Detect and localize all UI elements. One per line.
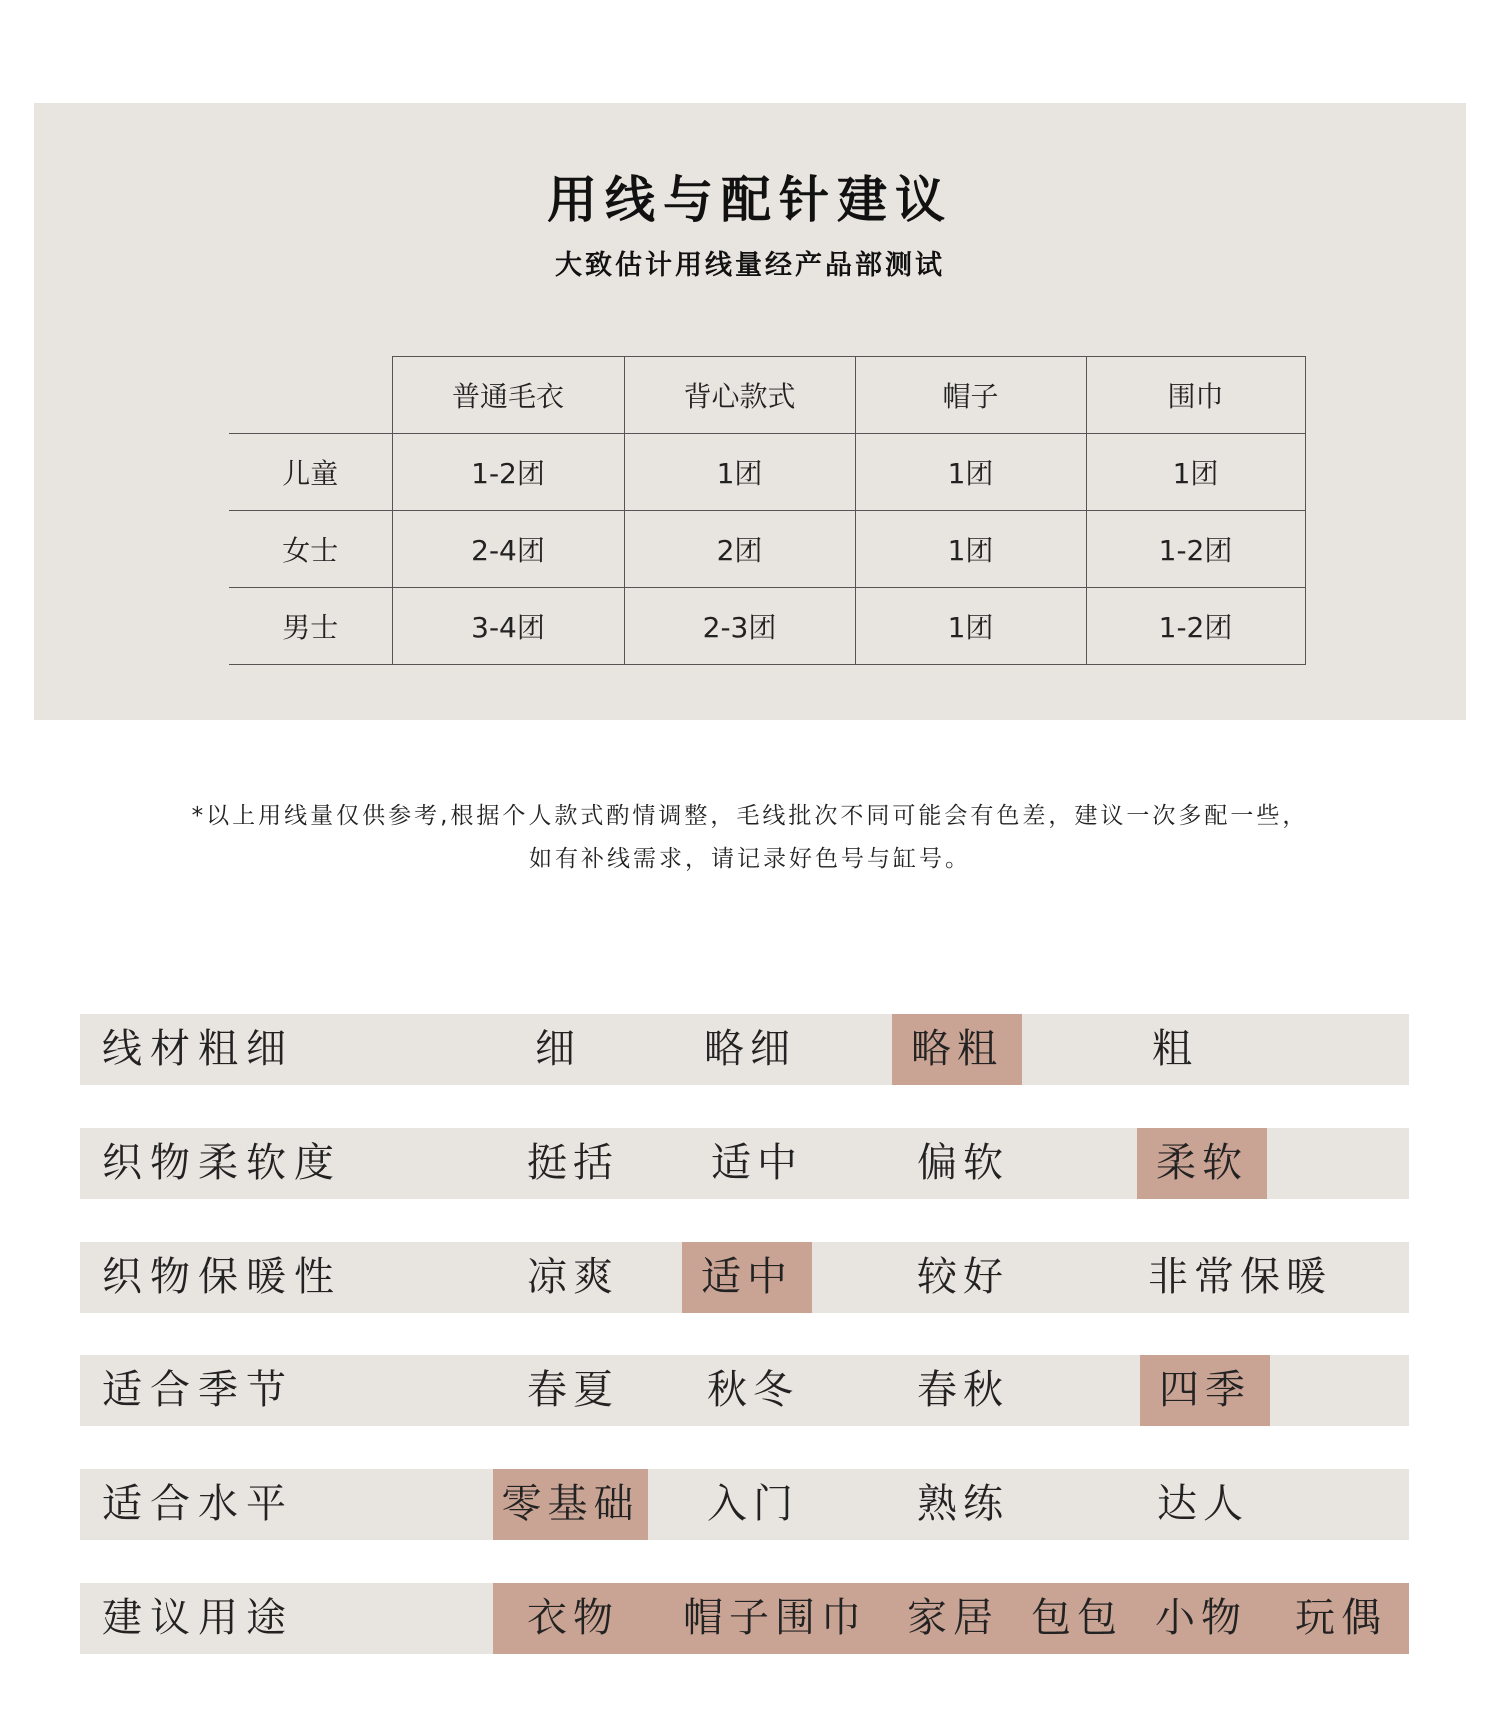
page-subtitle: 大致估计用线量经产品部测试 bbox=[555, 250, 945, 281]
attribute-label: 建议用途 bbox=[102, 1595, 294, 1641]
attribute-label: 适合季节 bbox=[102, 1367, 294, 1413]
table-header-row bbox=[229, 357, 1305, 434]
attribute-row-usage bbox=[80, 1583, 1409, 1654]
table-cell: 1-2团 bbox=[392, 434, 624, 511]
attribute-row-thickness bbox=[80, 1014, 1409, 1085]
option-soft-selected: 柔软 bbox=[1137, 1128, 1267, 1199]
table-row bbox=[229, 434, 1305, 511]
option-medium: 适中 bbox=[711, 1140, 803, 1186]
table-cell: 3-4团 bbox=[392, 588, 624, 665]
attribute-row-skill-level bbox=[80, 1469, 1409, 1540]
usage-note-line1: *以上用线量仅供参考,根据个人款式酌情调整，毛线批次不同可能会有色差，建议一次多配一些， bbox=[191, 803, 1309, 829]
option-spring-summer: 春夏 bbox=[527, 1367, 619, 1413]
option-slightly-thin: 略细 bbox=[704, 1026, 796, 1072]
attribute-row-softness bbox=[80, 1128, 1409, 1199]
table-row bbox=[229, 511, 1305, 588]
option-all-seasons-selected: 四季 bbox=[1140, 1355, 1270, 1426]
column-header: 背心款式 bbox=[624, 357, 855, 434]
option-cool: 凉爽 bbox=[527, 1254, 619, 1300]
option-crisp: 挺括 bbox=[527, 1140, 619, 1186]
option-beginner-selected: 零基础 bbox=[493, 1469, 648, 1540]
option-slightly-soft: 偏软 bbox=[917, 1140, 1009, 1186]
column-header: 围巾 bbox=[1086, 357, 1305, 434]
table-cell: 2团 bbox=[624, 511, 855, 588]
option-thin: 细 bbox=[535, 1026, 581, 1072]
option-entry: 入门 bbox=[707, 1481, 799, 1527]
attribute-label: 适合水平 bbox=[102, 1481, 294, 1527]
row-label: 男士 bbox=[229, 588, 392, 665]
attribute-label: 织物柔软度 bbox=[102, 1140, 342, 1186]
usage-note-line2: 如有补线需求，请记录好色号与缸号。 bbox=[529, 846, 971, 872]
table-cell: 2-4团 bbox=[392, 511, 624, 588]
option-good: 较好 bbox=[917, 1254, 1009, 1300]
table-cell: 1团 bbox=[855, 434, 1086, 511]
table-cell: 1-2团 bbox=[1086, 588, 1305, 665]
option-toys: 玩偶 bbox=[1295, 1595, 1387, 1641]
table-cell: 1团 bbox=[624, 434, 855, 511]
option-skilled: 熟练 bbox=[917, 1481, 1009, 1527]
option-autumn-winter: 秋冬 bbox=[707, 1367, 799, 1413]
row-label: 儿童 bbox=[229, 434, 392, 511]
option-bags: 包包 bbox=[1031, 1595, 1123, 1641]
table-corner-cell bbox=[229, 357, 392, 434]
option-thick: 粗 bbox=[1152, 1026, 1198, 1072]
option-expert: 达人 bbox=[1157, 1481, 1249, 1527]
row-label: 女士 bbox=[229, 511, 392, 588]
table-row bbox=[229, 588, 1305, 665]
option-medium-selected: 适中 bbox=[682, 1242, 812, 1313]
column-header: 普通毛衣 bbox=[392, 357, 624, 434]
option-spring-autumn: 春秋 bbox=[917, 1367, 1009, 1413]
attribute-row-season bbox=[80, 1355, 1409, 1426]
option-hats-scarves: 帽子围巾 bbox=[683, 1595, 867, 1641]
option-home: 家居 bbox=[907, 1595, 999, 1641]
option-clothing: 衣物 bbox=[527, 1595, 619, 1641]
page-title: 用线与配针建议 bbox=[547, 171, 953, 229]
table-cell: 1团 bbox=[855, 511, 1086, 588]
table-cell: 1团 bbox=[1086, 434, 1305, 511]
option-very-warm: 非常保暖 bbox=[1148, 1254, 1332, 1300]
table-cell: 1-2团 bbox=[1086, 511, 1305, 588]
table-cell: 1团 bbox=[855, 588, 1086, 665]
option-small-items: 小物 bbox=[1155, 1595, 1247, 1641]
attribute-label: 织物保暖性 bbox=[102, 1254, 342, 1300]
attribute-label: 线材粗细 bbox=[102, 1026, 294, 1072]
table-cell: 2-3团 bbox=[624, 588, 855, 665]
column-header: 帽子 bbox=[855, 357, 1086, 434]
yarn-usage-table bbox=[229, 356, 1306, 665]
attribute-row-warmth bbox=[80, 1242, 1409, 1313]
option-slightly-thick-selected: 略粗 bbox=[892, 1014, 1022, 1085]
